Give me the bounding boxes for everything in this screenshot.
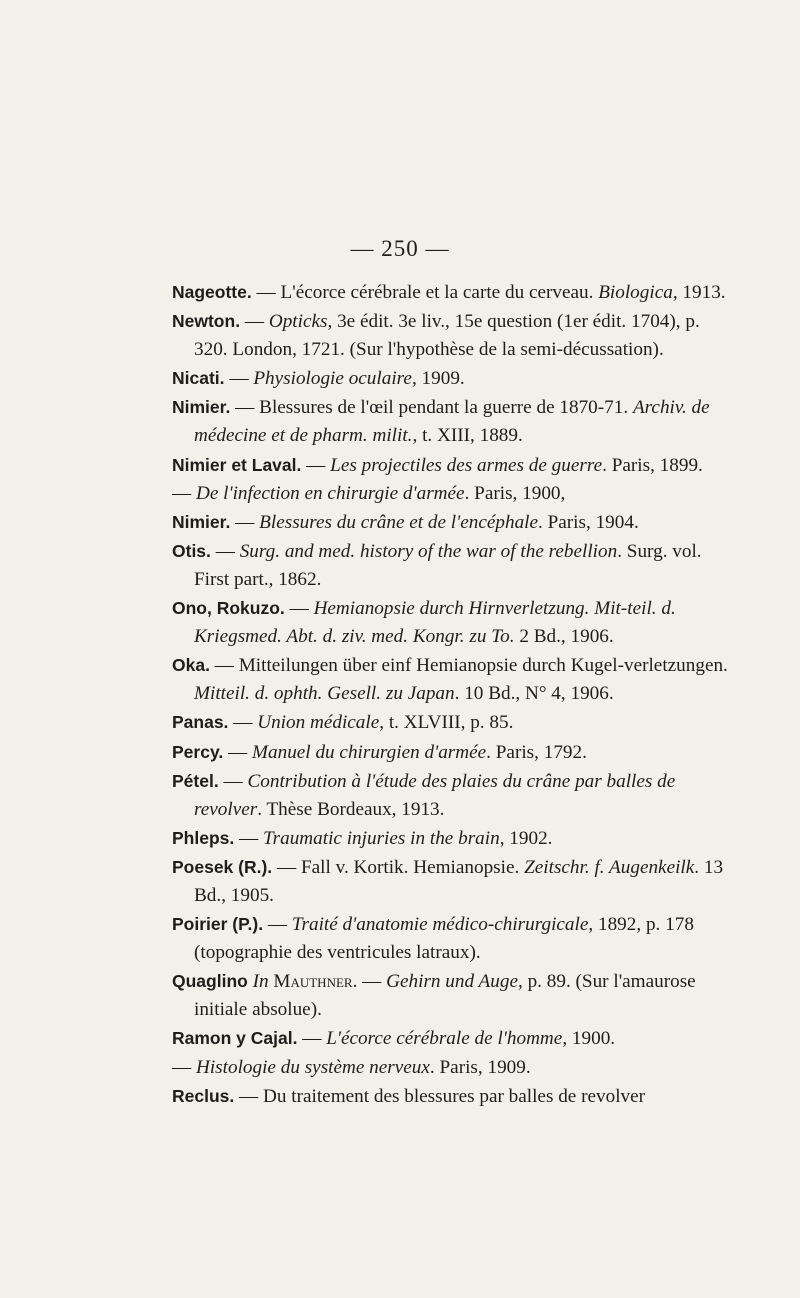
reference-author: Poirier (P.).	[172, 914, 264, 935]
reference-text: , t. XIII, 1889.	[412, 425, 523, 447]
reference-title: Surg. and med. history of the war of the rebellion	[239, 540, 618, 562]
reference-text: —	[223, 741, 253, 763]
reference-author: Oka.	[172, 655, 210, 676]
reference-text: . Paris, 1899.	[602, 454, 703, 476]
reference-entry	[172, 594, 732, 651]
reference-title: Union médicale	[257, 712, 380, 734]
reference-entry	[172, 767, 732, 824]
reference-title: Traumatic injuries in the brain	[263, 827, 500, 849]
reference-entry	[172, 364, 732, 393]
reference-text: , 3e édit. 3e liv., 15e question (1er édit. 1704), p. 320. London, 1721. (Sur l'hypothèse de la semi-décussation).	[194, 311, 700, 361]
reference-text: —	[210, 540, 240, 562]
reference-author: Otis.	[172, 540, 211, 561]
reference-text: —	[172, 1056, 196, 1078]
reference-text: —	[218, 770, 248, 792]
reference-author: Poesek (R.).	[172, 856, 273, 877]
reference-text: . —	[352, 971, 387, 993]
reference-text: . Paris, 1900,	[464, 482, 566, 504]
reference-title: Archiv. de médecine et de pharm. milit.	[194, 397, 710, 447]
reference-entry	[172, 967, 732, 1024]
reference-title: Les projectiles des armes de guerre	[330, 454, 603, 476]
reference-author: Percy.	[172, 741, 224, 762]
reference-text: —	[234, 827, 264, 849]
reference-author: Quaglino	[172, 971, 248, 992]
reference-title: Mitteil. d. ophth. Gesell. zu Japan	[194, 683, 455, 705]
reference-entry	[172, 480, 732, 508]
reference-author: Ono, Rokuzo.	[172, 598, 285, 619]
reference-author: Nageotte.	[172, 282, 252, 302]
reference-author: Ramon y Cajal.	[172, 1028, 298, 1049]
reference-title: Contribution à l'étude des plaies du crâne par balles de revolver	[194, 770, 676, 820]
reference-title: Opticks	[268, 311, 328, 333]
reference-title: Traité d'anatomie médico-chirurgicale	[291, 914, 589, 936]
reference-title: Blessures du crâne et de l'encéphale	[259, 511, 539, 533]
reference-title: Gehirn und Auge	[386, 971, 518, 993]
reference-author: Newton.	[172, 311, 241, 332]
reference-entry	[172, 1082, 732, 1111]
reference-title: Zeitschr. f. Augenkeilk	[524, 856, 695, 878]
reference-text: —	[284, 598, 314, 620]
reference-text: — Du traitement des blessures par balles de revolver	[234, 1085, 646, 1107]
reference-text: . Paris, 1904.	[538, 511, 639, 533]
reference-title: Histologie du système nerveux	[195, 1056, 430, 1078]
reference-text: . Surg. vol. First part., 1862.	[194, 540, 702, 590]
reference-text: . Paris, 1792.	[486, 741, 587, 763]
reference-entry	[172, 738, 732, 767]
reference-author: Nimier.	[172, 511, 231, 532]
reference-text: — Mitteilungen über einf Hemianopsie durch Kugel-verletzungen.	[209, 655, 728, 677]
reference-text: Mauthner	[273, 971, 353, 993]
reference-text: . Paris, 1909.	[429, 1056, 531, 1078]
reference-entry	[172, 508, 732, 537]
reference-text: —	[224, 368, 254, 390]
reference-entry	[172, 1024, 732, 1053]
reference-text: . 10 Bd., N° 4, 1906.	[454, 683, 614, 705]
reference-entry	[172, 451, 732, 480]
reference-entry	[172, 307, 732, 364]
reference-entry	[172, 1054, 732, 1082]
reference-entry	[172, 537, 732, 594]
reference-author: Nimier.	[172, 397, 231, 418]
reference-text: — Fall v. Kortik. Hemianopsie.	[272, 856, 525, 878]
reference-title: In	[252, 971, 269, 993]
reference-title: De l'infection en chirurgie d'armée	[195, 482, 465, 504]
page-number: — 250 —	[350, 236, 450, 261]
reference-entry	[172, 393, 732, 450]
reference-title: Physiologie oculaire	[253, 368, 412, 390]
reference-text: , t. XLVIII, p. 85.	[379, 712, 514, 734]
reference-title: Biologica	[598, 282, 673, 303]
reference-text: , 1909.	[411, 368, 465, 390]
reference-author: Reclus.	[172, 1085, 235, 1106]
reference-entry	[172, 278, 732, 307]
reference-author: Nimier et Laval.	[172, 454, 302, 475]
reference-entry	[172, 651, 732, 708]
reference-text: , 1892, p. 178 (topographie des ventricules latraux).	[194, 914, 694, 964]
reference-text: , 1913.	[672, 282, 726, 303]
reference-text: —	[297, 1028, 327, 1050]
reference-text: —	[230, 511, 260, 533]
reference-author: Panas.	[172, 712, 229, 733]
reference-text: . 13 Bd., 1905.	[194, 856, 724, 906]
reference-entry	[172, 708, 732, 737]
reference-text: 2 Bd., 1906.	[514, 626, 614, 648]
reference-text: —	[301, 454, 331, 476]
reference-text: —	[228, 712, 258, 734]
reference-text: , 1902.	[499, 827, 553, 849]
reference-entry	[172, 910, 732, 967]
reference-entry	[172, 824, 732, 853]
reference-author: Nicati.	[172, 368, 225, 389]
reference-title: L'écorce cérébrale de l'homme	[326, 1028, 563, 1050]
reference-text: —	[240, 311, 269, 333]
reference-entry	[172, 853, 732, 910]
reference-text: —	[263, 914, 292, 936]
reference-text: , 1900.	[562, 1028, 616, 1050]
reference-text: — L'écorce cérébrale et la carte du cerveau.	[251, 282, 599, 303]
reference-text: , p. 89. (Sur l'amaurose initiale absolue).	[194, 971, 696, 1021]
reference-title: Hemianopsie durch Hirnverletzung. Mit-teil. d. Kriegsmed. Abt. d. ziv. med. Kongr. zu To.	[194, 598, 676, 648]
reference-author: Phleps.	[172, 827, 235, 848]
reference-text: —	[172, 482, 196, 504]
reference-author: Pétel.	[172, 770, 219, 791]
reference-text: — Blessures de l'œil pendant la guerre de 1870-71.	[230, 397, 633, 419]
reference-text: . Thèse Bordeaux, 1913.	[257, 798, 445, 820]
reference-list	[172, 278, 732, 1111]
reference-title: Manuel du chirurgien d'armée	[252, 741, 487, 763]
